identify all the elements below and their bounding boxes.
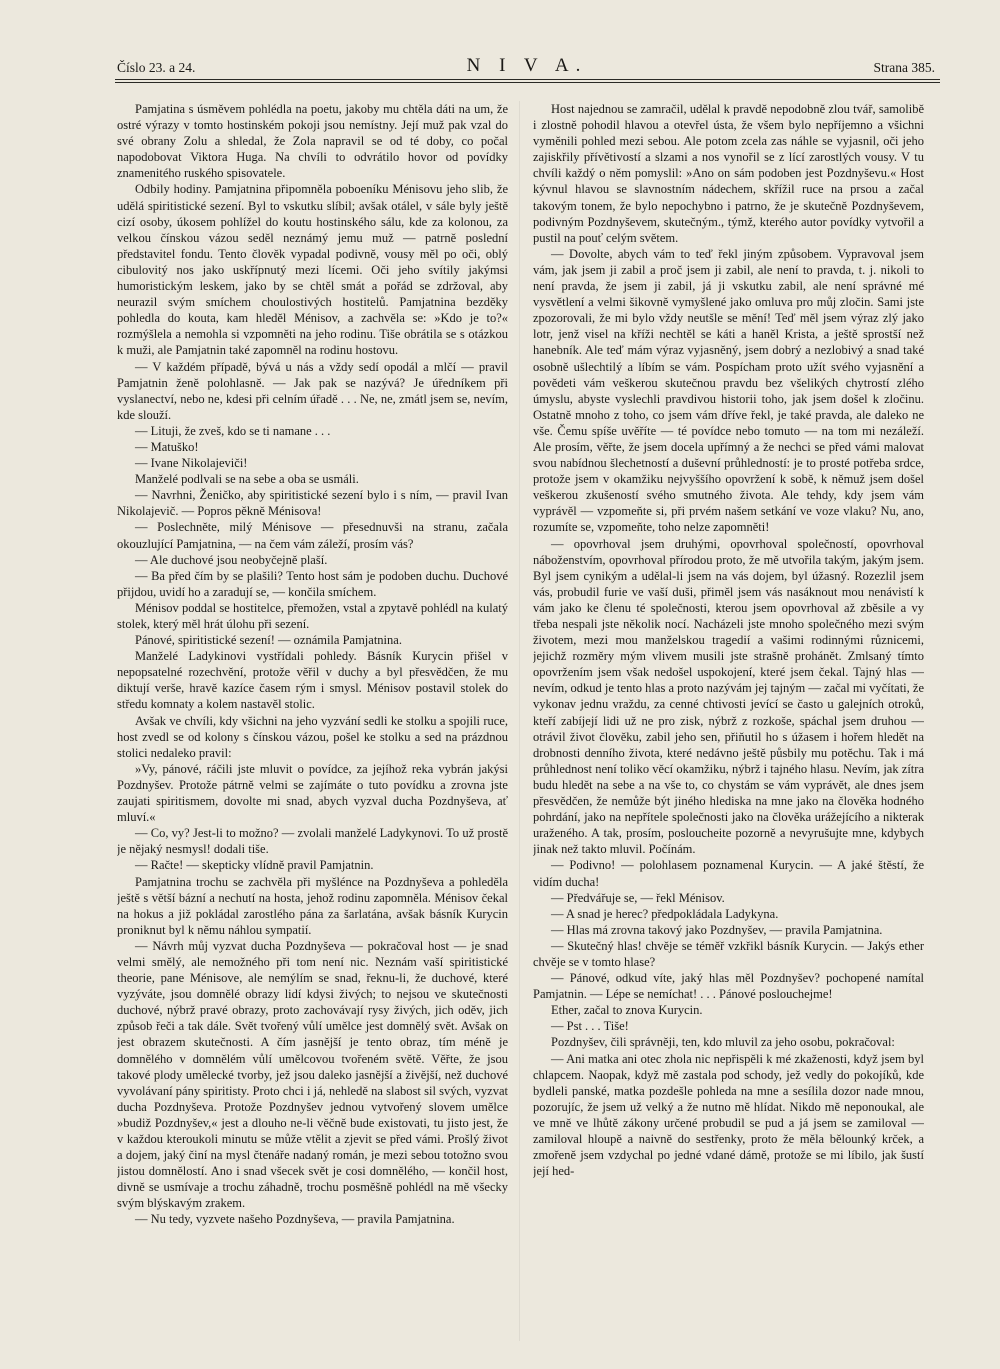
right-column bbox=[533, 101, 924, 1361]
paragraph: — Předvářuje se, — řekl Ménisov. bbox=[551, 890, 725, 905]
paragraph: — Ba před čím by se plašili? Tento host sám je podoben duchu. Duchové přijdou, uvidí ho a zaradují se, — končila smíchem. bbox=[117, 568, 508, 599]
paragraph: Manželé Ladykinovi vystřídali pohledy. Básník Kurycin přišel v nepopsatelné rozechvění, protože věřil v duchy a byl přesvědčen, že mu diktují verše, hravě kazíce časem rým i smysl. Ménisov postavil stolek do středu komnaty a kolem nastavěl stolic. bbox=[117, 649, 508, 712]
paragraph: — Návrh můj vyzvat ducha Pozdnyševa — pokračoval host — je snad velmi smělý, ale nemožného při tom není nic. Neznám vaší spiritistické theorie, pane Ménisove, ale nemýlím se snad, řeknu-li, že duchové, které vyzýváte, jsou domnělé obrazy lidí kdysi živých; to nejsou ve skutečnosti duchové, nýbrž pravé obrazy, proto zachovávají rysy živých, jich oděv, jich způsob řeči a tak dále. Svět tvořený vůlí umělce jest domnělý svět. Avšak on jest obrazem skutečnosti. A čím jasnější je tento obraz, tím méně je domnělého v domnělém vůlí umělcovou tvořeném světě. Věřte, že jsou takové plody umělecké tvorby, jež jsou daleko jasnější a živější, než duchové vyvolávaní pány spiritisty. Proto chci i já, nehledě na slabost sil svých, vyzvat ducha Pozdnyševa. Protože Pozdnyšev jednou vytvořený slovem umělce »budiž Pozdnyšev,« jest a dlouho ne-li věčně bude existovati, tu jisto jest, že v každou kteroukoli minutu se může vtělit a zjevit se před vámi. Prošlý život a dojem, jaký činí na mysl čtenáře nadaný román, je mezi sebou totožno svou jistou domnělostí. Ano i snad všecek svět je cosi domnělého, — končil host, divně se usmívaje a trochu záhadně, trochu posměšně pohlédl na mě všecky svým blýskavým zrakem. bbox=[117, 938, 508, 1211]
paragraph: Pánové, spiritistické sezení! — oznámila Pamjatnina. bbox=[135, 633, 402, 648]
paragraph: — Račte! — skepticky vlídně pravil Pamjatnin. bbox=[135, 858, 374, 873]
paragraph: — Podivno! — polohlasem poznamenal Kurycin. — A jaké štěstí, že vidím ducha! bbox=[533, 858, 924, 889]
paragraph: — opovrhoval jsem druhými, opovrhoval společností, opovrhoval náboženstvím, opovrhoval přírodou proto, že mě utvořila takým, jakým jsem. Byl jsem cynikým a udělal-li jsem na vás dojem, byl úžasný. Rozezlil jsem vás, probudil furie ve vaší duši, přiměl jsem vás nasáknout mou nenávistí k vám jako ke členu té společnosti, kterou jsem opovrhoval až zběsile a vy třeba nespali jste několik nocí. Nacházeli jste mnoho společného mezi svým životem, mezi mou manželskou tragedií a vašimi rodinnými různicemi, jejichž rozměry mým vlivem musili jste strašně prohánět. Zmlsaný tímto opovržením jsem však nedošel uspokojení, které jsem čekal. Tajný hlas — nevím, odkud je tento hlas a proto nazývám jej tajným — začal mi vyčítati, že vykonav jednu vraždu, za cenné chtivosti jevící se často u galejních otroků, kteří zabíjejí lidi už ne pro zisk, nýbrž z rozkoše, spáchal jsem druhou — otrávil život člověku, zabil jeho sen, přiňutil ho s úžasem i hořem hledět na drobnosti denního života, které nedávno ještě půsbily mu potěchu. Tak i má průhlednost není toliko věcí okamžiku, nýbrž i tajného hlasu. Nevím, jak zítra budu hledět na sebe a na vše to, co chystám se vám vyprávět, ale dnes jsem přesvědčen, že nemůže být jiného hlediska na mne jako na člověka hodného pohrdání, jako na nepřítele společnosti jako na člověka urážejícího a nikterak uraženého. A tak, prosím, posloucheite pozorně a nevyrušujte mne, kdybych jinak než takto mluvil. Počínám. bbox=[533, 536, 924, 857]
column-gutter bbox=[519, 101, 520, 1341]
paragraph: — Poslechněte, milý Ménisove — přesednuvši na stranu, začala okouzlující Pamjatnina, — na čem vám záleží, prosím vás? bbox=[117, 520, 508, 551]
publication-title: N I V A. bbox=[466, 55, 588, 76]
left-column bbox=[117, 101, 508, 1361]
paragraph: — Navrhni, Ženičko, aby spiritistické sezení bylo i s ním, — pravil Ivan Nikolajevič. — Popros pěkně Ménisova! bbox=[117, 488, 508, 519]
paragraph: — Pánové, odkud víte, jaký hlas měl Pozdnyšev? pochopené namítal Pamjatnin. — Lépe se nemíchat! . . . Pánové poslouchejme! bbox=[533, 971, 924, 1002]
paragraph: — Ivane Nikolajeviči! bbox=[135, 456, 248, 471]
paragraph: Pamjatnina trochu se zachvěla při myšlénce na Pozdnyševa a pohleděla ještě s větší bázní a nechutí na hosta, jehož rodinu zapomněla. Ménisov čekal na hokus a již pokládal zarostlého pána za šarlatána, avšak básník Kurycin proniknut byl k němu náhlou sympatií. bbox=[117, 874, 508, 937]
page-header bbox=[117, 57, 937, 79]
paragraph: Pamjatina s úsměvem pohlédla na poetu, jakoby mu chtěla dáti na um, že ostré výrazy v tomto hostinském pokoji jsou nemístny. Její muž pak vzal do své obrany Zolu a shledal, že Zola napravil se od té doby, co počal napodobovat Viktora Huga. Na chvíli to odvrátilo hovor od povídky znamenitého ruského spisovatele. bbox=[117, 102, 508, 181]
paragraph: — Skutečný hlas! chvěje se téměř vzkřikl básník Kurycin. — Jakýs ether chvěje se v tomto hlase? bbox=[533, 938, 924, 969]
header-rule-bottom bbox=[115, 82, 940, 83]
paragraph: — Lituji, že zveš, kdo se ti namane . . . bbox=[135, 423, 331, 438]
page-number: Strana 385. bbox=[873, 60, 935, 75]
paragraph: Host najednou se zamračil, udělal k pravdě nepodobně zlou tvář, samolibě i zlostně pohodil hlavou a otevřel ústa, že všem bylo nepříjemno a všichni vyměnili pohled mezi sebou. Ale potom zcela zas náhle se vyjasnil, oči jeho zajiskřily přívětivostí a slzami a nos vynořil se z lící zarostlých vousy. V tu chvíli každý o něm pomyslil: »Ano on sám podoben jest Pozdnyševu.« Host kývnul hlavou se slavnostním nádechem, skřížil ruce na prsou a začal takovým tonem, že bylo nepochybno i patrno, že je skutečně Pozdnyševem, podivným Pozdnyševem, skutečným., týmž, kterého autor povídky vytvořil a pustil na pouť celým světem. bbox=[533, 102, 924, 245]
paragraph: — V každém případě, bývá u nás a vždy sedí opodál a mlčí — pravil Pamjatnin ženě polohlasně. — Jak pak se nazývá? Je úředníkem při vyslanectví, nebo ne, kdesi při celním úřadě . . . Ne, ne, zmátl jsem se, nevím, kde slouží. bbox=[117, 359, 508, 422]
header-rule-top bbox=[115, 79, 940, 80]
paragraph: — Hlas má zrovna takový jako Pozdnyšev, — pravila Pamjatnina. bbox=[551, 922, 883, 937]
paragraph: — Pst . . . Tiše! bbox=[551, 1019, 629, 1034]
paragraph: — A snad je herec? předpokládala Ladykyna. bbox=[551, 906, 779, 921]
paragraph: Pozdnyšev, čili správněji, ten, kdo mluvil za jeho osobu, pokračoval: bbox=[551, 1035, 895, 1050]
paragraph: Ether, začal to znova Kurycin. bbox=[551, 1003, 703, 1018]
issue-number: Číslo 23. a 24. bbox=[117, 60, 196, 75]
paragraph: — Ani matka ani otec zhola nic nepřispěli k mé zkaženosti, když jsem byl chlapcem. Naopak, když mě zastala pod schody, jež vedly do pokojíků, kde bydleli panské, matka pozdešle pohleda na mne a sesílila dozor nade mnou, pozorujíc, že jsem už velký a že nutno mě hlídat. Nikdo mě neponoukal, ale ve mně ve lhůtě zákony určené probudil se pud a já jsem se zamiloval — zamiloval hloupě a naivně do sestřenky, proto že měla bělounký krček, a zmořeně jsem vzdychal po jedné vdané dámě, protože se mi líbilo, jak šustí její hed- bbox=[533, 1051, 924, 1179]
paragraph: — Ale duchové jsou neobyčejně plaší. bbox=[135, 552, 328, 567]
paragraph: »Vy, pánové, ráčili jste mluvit o povídce, za jejíhož reka vybrán jakýsi Pozdnyšev. Protože pátrně velmi se zajímáte o tuto povídku a zrovna jste zaujati spiritismem, dovolte mi snad, abych vyzval ducha Pozdnyševa, ať mluví.« bbox=[117, 761, 508, 825]
paragraph: Avšak ve chvíli, kdy všichni na jeho vyzvání sedli ke stolku a spojili ruce, host zvedl se od kolony s čínskou vázou, pošel ke stolku a sed na prázdnou stolici nedaleko pravil: bbox=[117, 713, 508, 760]
paragraph: — Co, vy? Jest-li to možno? — zvolali manželé Ladykynovi. To už prostě je nějaký nesmysl! dodali tiše. bbox=[117, 826, 508, 857]
paragraph: — Nu tedy, vyzvete našeho Pozdnyševa, — pravila Pamjatnina. bbox=[135, 1212, 455, 1227]
paragraph: — Matuško! bbox=[135, 439, 199, 454]
paragraph: — Dovolte, abych vám to teď řekl jiným způsobem. Vypravoval jsem vám, jak jsem ji zabil a proč jsem ji zabil, ale není to pravda, t. j. nikoli to není pravda, že jsem ji zabil, já ji vskutku zabil, ale není správné mé vysvětlení a velmi šikovně vymyšlené jako omluva pro můj zločin. Sami jste zpozorovali, že mi bylo vždy neutšle se mění! Teď měl jsem výraz zlý jako lotr, jenž visel na kříži nechtěl se káti a haněl Krista, a ještě sprostší než hanebník. Ale teď mám výraz vyjasněný, jsem dobrý a nezlobivý a snad také osobně ušlechtilý a líbím se vám. Pospícham proto užít svého vyjasnění a povědeti vám veškerou skutečnou pravdu bez všelikých chytrostí zlého úmyslu, abyste vyslechli pravdivou historii toho, jak jsem došel k zločinu. Ostatně mnoho z toho, co jsem vám dříve řekl, je také pravda, ale daleko ne vše. Čemu spíše uvěříte — té povídce nebo tomuto — na tom mi nezáleží. Ale prosím, věřte, že jsem docela upřímný a že nechci se před vámi malovat svou nabídnou šlechetností a duševní průhledností: je to prosté potřeba srdce, protože jsem v okamžiku nejvyššího opovržení k sobě, k němuž jsem došel veškerou zkušeností svého smutného života. Ale tehdy, kdy jsem vám vyprávěl — vzpomeňte si, při prvém našem setkání ve voze vlaku? Nu, ano, rozumíte se, vzpomeňte, toho nelze zapomněti! bbox=[533, 246, 924, 535]
paragraph: Ménisov poddal se hostitelce, přemožen, vstal a zpytavě pohlédl na kulatý stolek, který měl hrát úlohu při sezení. bbox=[117, 600, 508, 631]
paragraph: Manželé podlvali se na sebe a oba se usmáli. bbox=[135, 472, 359, 487]
paragraph: Odbily hodiny. Pamjatnina připomněla poboeníku Ménisovu jeho slib, že udělá spiritistické sezení. Byl to vskutku slíbil; avšak otálel, v sále byly ještě cizí osoby, úkosem pohlížel do koutu hostinského sálu, kde za kolonou, za velkou čínskou vázou seděl neznámý jemu muž — patrně poslední představitel fondu. Tento člověk vypadal podivně, vousy měl po oči, oblý cibulovitý nos jako uskřípnutý mezi lícemi. Oči jeho svítily jakýmsi humoristickým leskem, jako by se chtěl smát a pořád se zdržoval, aby neurazil svým smíchem choulostivých hostitelů. Pamjatnina bezděky pohledla do kouta, kam hleděl Ménisov, a zachvěla se: »Kdo je to?« rozmýšlela a nemohla si vzpomněti na jeho rodinu. Tiše obrátila se s otázkou k muži, ale Pamjatnin také zapomněl na rodinu hostovu. bbox=[117, 182, 508, 358]
